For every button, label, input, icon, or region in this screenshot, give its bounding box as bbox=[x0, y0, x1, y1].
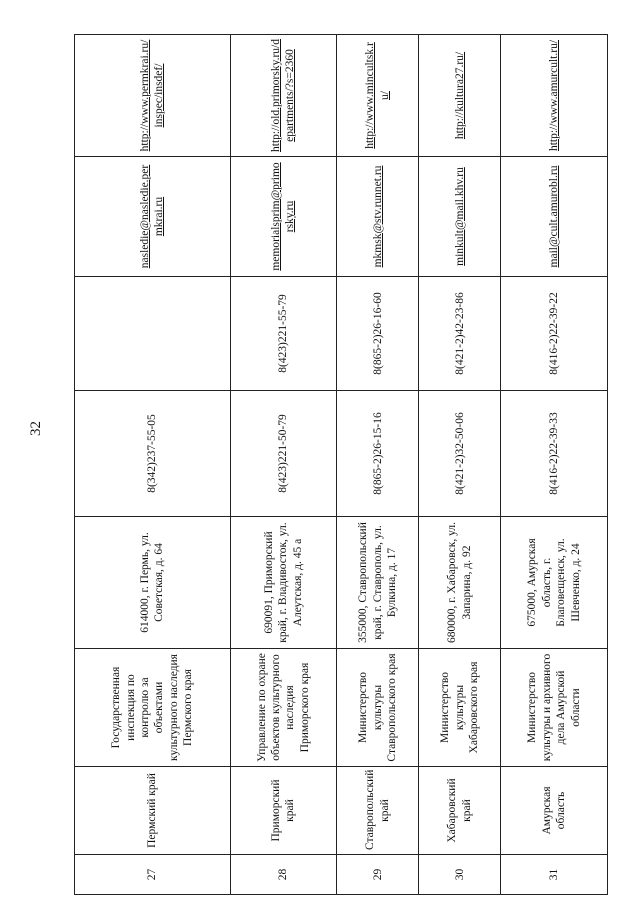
region-name: Ставропольский край bbox=[337, 767, 419, 855]
table-row bbox=[230, 35, 337, 895]
rotated-table-container bbox=[74, 35, 608, 895]
address: 675000, Амурская область, г. Благовещенск, ул. Шевченко, д. 24 bbox=[501, 517, 608, 649]
website-link[interactable]: http://www.amurcult.ru/ bbox=[548, 39, 560, 152]
region-name: Приморский край bbox=[230, 767, 337, 855]
authority-name: Министерство культуры Ставропольского края bbox=[337, 649, 419, 767]
fax: 8(416-2)22-39-22 bbox=[501, 277, 608, 391]
address: 614000, г. Пермь, ул. Советская, д. 64 bbox=[75, 517, 231, 649]
authority-name: Министерство культуры Хабаровского края bbox=[419, 649, 501, 767]
table-row bbox=[75, 35, 231, 895]
table-row bbox=[337, 35, 419, 895]
table-row bbox=[419, 35, 501, 895]
phone: 8(865-2)26-15-16 bbox=[337, 391, 419, 517]
fax: 8(423)221-55-79 bbox=[230, 277, 337, 391]
website-link[interactable]: http://kultura27.ru/ bbox=[453, 51, 466, 140]
region-name: Пермский край bbox=[75, 767, 231, 855]
page-number: 32 bbox=[28, 421, 44, 436]
table-row bbox=[501, 35, 608, 895]
website-link[interactable]: http://old.primorsky.ru/departments/?s=2360 bbox=[270, 39, 297, 152]
authority-name: Управление по охране объектов культурного наследия Приморского края bbox=[230, 649, 337, 767]
website-link[interactable]: http://www.mincultsk.ru/ bbox=[364, 42, 391, 149]
address: 680000, г. Хабаровск, ул. Запарина, д. 92 bbox=[419, 517, 501, 649]
regions-table bbox=[74, 34, 608, 895]
row-number: 28 bbox=[230, 855, 337, 895]
email-link[interactable]: nasledie@nasledie.permkrai.ru bbox=[138, 164, 166, 269]
authority-name: Министерство культуры и архивного дела Амурской области bbox=[501, 649, 608, 767]
website-link[interactable]: http://www.permkrai.ru/inspec/insdef/ bbox=[138, 39, 166, 152]
phone: 8(423)221-50-79 bbox=[230, 391, 337, 517]
fax: 8(421-2)42-23-86 bbox=[419, 277, 501, 391]
phone: 8(416-2)22-39-33 bbox=[501, 391, 608, 517]
phone: 8(421-2)32-50-06 bbox=[419, 391, 501, 517]
phone: 8(342)237-55-05 bbox=[75, 391, 231, 517]
region-name: Хабаровский край bbox=[419, 767, 501, 855]
email-link[interactable]: mkmsk@stv.runnet.ru bbox=[371, 165, 384, 268]
row-number: 30 bbox=[419, 855, 501, 895]
fax bbox=[75, 277, 231, 391]
row-number: 29 bbox=[337, 855, 419, 895]
email-link[interactable]: mail@cult.amurobl.ru bbox=[548, 165, 560, 268]
email-link[interactable]: minkult@mail.khv.ru bbox=[453, 167, 466, 266]
row-number: 27 bbox=[75, 855, 231, 895]
email-link[interactable]: memorialsprim@primorsky.ru bbox=[270, 162, 297, 271]
address: 355000, Ставропольский край, г. Ставрополь, ул. Булкина, д. 17 bbox=[337, 517, 419, 649]
authority-name: Государственная инспекция по контролю за объектами культурного наследия Пермского края bbox=[75, 649, 231, 767]
row-number: 31 bbox=[501, 855, 608, 895]
region-name: Амурская область bbox=[501, 767, 608, 855]
address: 690091, Приморский край, г. Владивосток, ул. Алеутская, д. 45 а bbox=[230, 517, 337, 649]
fax: 8(865-2)26-16-60 bbox=[337, 277, 419, 391]
